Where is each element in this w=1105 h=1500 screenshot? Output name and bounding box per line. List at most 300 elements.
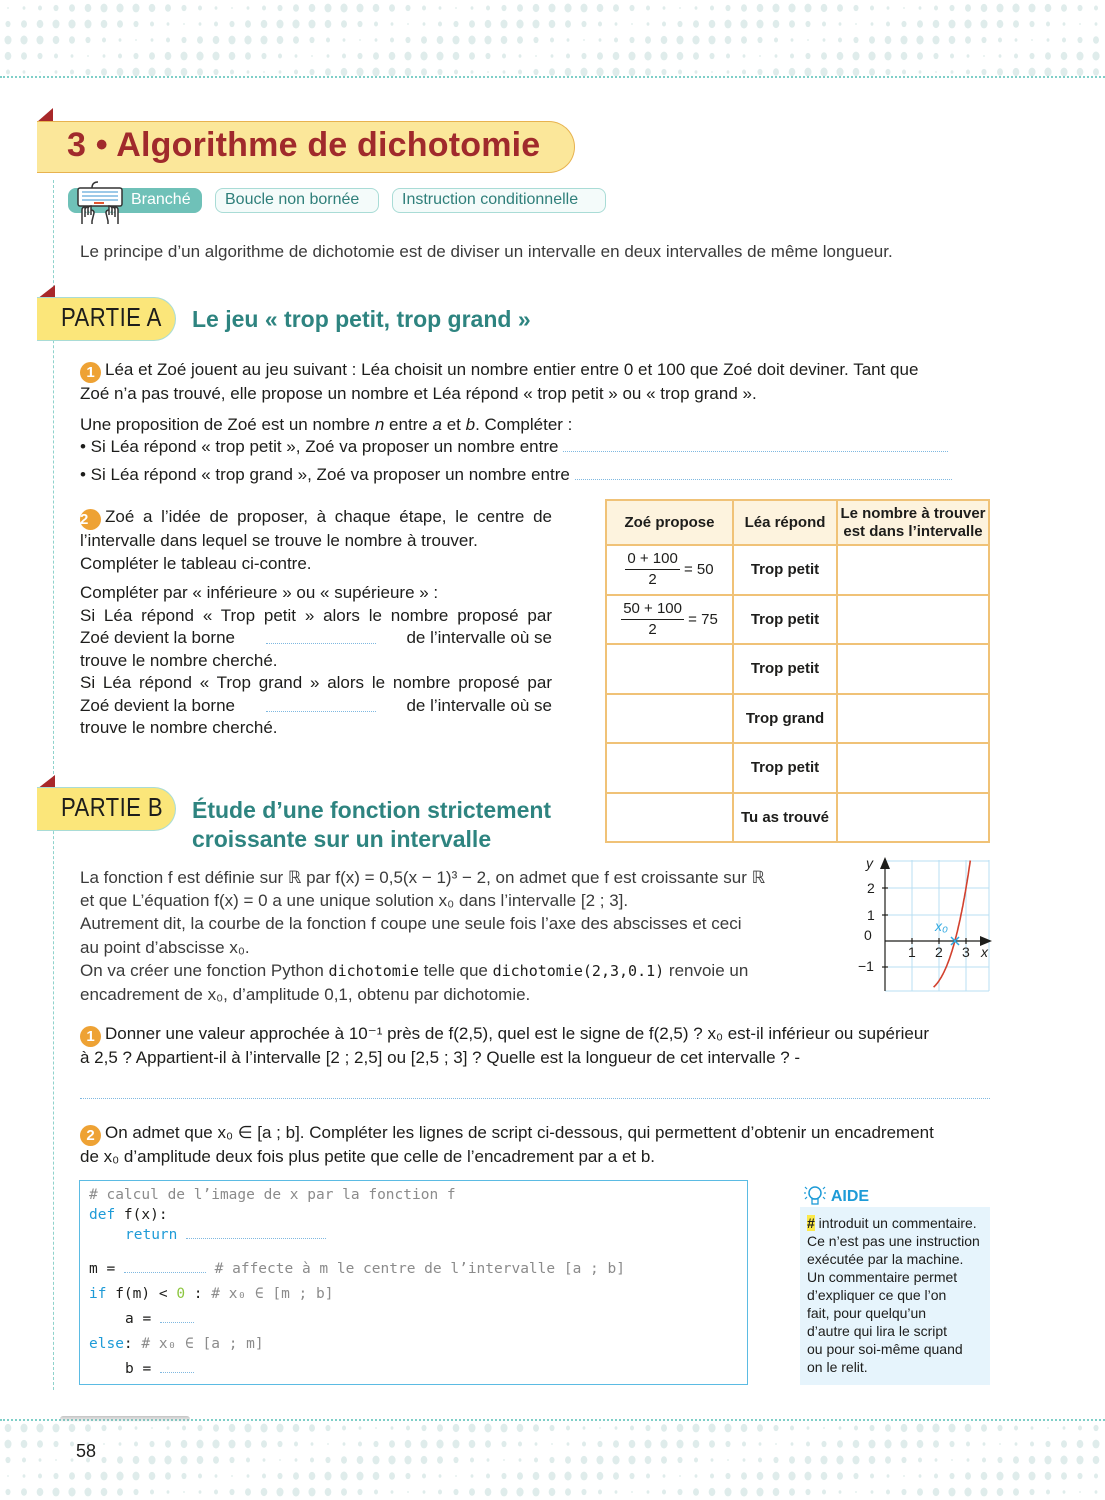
decorative-dot [453,52,460,60]
aide-text: d’expliquer ce que l’on [807,1287,947,1303]
y-tick-label: 1 [867,907,875,923]
answer-field-question-1[interactable] [80,1098,990,1099]
decorative-dot [518,69,522,74]
decorative-dot [20,36,27,45]
table-header: Le nombre à trouver est dans l’intervalle [837,500,989,545]
keyword: return [125,1227,178,1243]
decorative-dot [581,1456,588,1464]
decorative-dot [356,4,363,13]
table-row [606,793,989,843]
decorative-dot [150,1489,154,1494]
decorative-dot [1028,68,1035,76]
decorative-dot [23,70,26,74]
decorative-dot [71,1458,74,1462]
decorative-dot [1095,1490,1098,1494]
decorative-dot [725,1473,730,1479]
decorative-dot [564,1472,571,1481]
decorative-dot [836,1456,843,1465]
decorative-dot [951,70,954,74]
cell-intervalle[interactable] [837,595,989,645]
decorative-dot [615,1490,618,1494]
decorative-dot [837,52,844,60]
decorative-dot [789,68,796,76]
text-line: Autrement dit, la courbe de la fonction f coupe une seule fois l’axe des abscisses et ceci [80,914,742,934]
decorative-dot [980,1488,987,1497]
question-text: Compléter par « inférieure » ou « supérieure » : [80,583,439,602]
decorative-dot [693,1440,700,1448]
decorative-dot [21,1488,27,1495]
decorative-dot [677,1457,682,1463]
decorative-dot [965,1472,971,1479]
decorative-dot [644,1440,651,1449]
decorative-dot [887,6,890,10]
decorative-dot [820,1456,827,1465]
decorative-dot [1079,23,1081,25]
decorative-dot [503,70,506,74]
decorative-dot [85,4,92,12]
decorative-dot [1061,1440,1067,1447]
page-shadow [60,1416,190,1422]
cell-zoe-propose[interactable] [606,644,733,694]
decorative-dot [309,37,314,43]
decorative-dot [1077,68,1084,76]
decorative-dot [948,1424,955,1433]
decorative-dot [294,69,298,74]
decorative-dot [341,1488,347,1495]
decorative-dot [149,1441,154,1447]
decorative-dot [341,20,347,27]
partie-b-title-line: croissante sur un intervalle [192,826,492,852]
tag-label: Instruction conditionnelle [402,191,579,208]
decorative-dot [453,1424,460,1432]
decorative-dot [373,52,379,59]
text: renvoie un [664,960,749,980]
decorative-dot [821,1441,826,1447]
decorative-dot [535,1442,538,1446]
decorative-dot [692,1424,699,1433]
decorative-dot [181,1440,188,1448]
decorative-dot [773,20,780,28]
answer-field-borne-trop-petit[interactable] [266,643,376,644]
decorative-dot [757,69,762,75]
decorative-dot [1013,1456,1019,1463]
decorative-dot [485,1488,492,1496]
decorative-dot [55,1459,57,1461]
decorative-dot [1094,1473,1098,1478]
cell-intervalle[interactable] [837,644,989,694]
partie-b-title [192,796,551,854]
decorative-dot [391,1426,394,1430]
decorative-dot [629,1473,634,1479]
decorative-dot [101,20,108,28]
decorative-dot [870,5,874,10]
decorative-dot [164,1456,171,1465]
decorative-dot [869,36,875,43]
cell-intervalle[interactable] [837,793,989,843]
decorative-dot [820,68,827,77]
code: a = [125,1311,160,1327]
decorative-dot [886,21,890,26]
decorative-dot [357,53,362,59]
decorative-dot [37,1488,44,1496]
decorative-dot [1094,5,1098,10]
decorative-dot [1028,1472,1035,1481]
question-text: Si Léa répond « Trop grand » alors le nombre proposé par [80,673,552,692]
decorative-dot [708,36,715,45]
decorative-dot [5,21,10,27]
decorative-dot [420,52,427,61]
decorative-dot [292,20,299,29]
decorative-dot [519,54,522,58]
decorative-dot [1044,68,1051,77]
decorative-dot [533,37,538,43]
decorative-dot [629,1440,636,1448]
question-number-badge: 1 [80,1026,101,1047]
y-tick-label: −1 [858,958,874,974]
fraction-result: = 50 [684,561,714,579]
decorative-dot [789,20,795,27]
decorative-dot [421,68,427,75]
decorative-dot [885,1456,891,1463]
intro-text: Le principe d’un algorithme de dichotomie est de diviser un intervalle en deux intervalles de même longueur. [80,242,893,261]
decorative-dot [213,1456,219,1463]
decorative-dot [661,1424,667,1431]
decorative-dot [1031,39,1033,41]
decorative-dot [453,1457,458,1463]
decorative-dot [773,68,779,75]
decorative-dot [727,70,730,74]
decorative-dot [902,69,906,74]
decorative-dot [967,1458,970,1462]
cell-zoe-propose[interactable] [606,694,733,744]
decorative-dot [645,68,651,75]
aide-text: fait, pour quelqu’un [807,1305,927,1321]
decorative-dot [804,4,811,13]
decorative-dot [85,1424,91,1431]
decorative-dot [965,4,971,11]
decorative-dot [741,36,747,43]
aide-heading [803,1183,869,1207]
decorative-dot [486,1473,490,1478]
decorative-dot [806,1441,810,1446]
answer-field-trop-petit[interactable] [563,451,948,452]
decorative-dot [996,1472,1003,1481]
decorative-dot [372,68,379,77]
decorative-dot [549,1425,554,1431]
decorative-dot [198,1473,202,1478]
decorative-dot [935,1458,938,1462]
decorative-dot [788,1472,795,1481]
decorative-dot [404,52,411,61]
decorative-dot [901,1424,908,1432]
decorative-dot [613,1472,619,1479]
decorative-dot [149,1472,156,1480]
decorative-dot [84,20,91,29]
decorative-dot [181,68,188,76]
decorative-dot [294,1441,298,1446]
decorative-dot [36,36,43,45]
decorative-dot [182,1425,186,1430]
decorative-dot [308,20,315,29]
decorative-dot [103,1443,105,1445]
decorative-dot [101,1425,106,1431]
decorative-dot [22,1457,26,1462]
decorative-dot [917,20,923,27]
decorative-dot [837,4,843,11]
decorative-dot [229,1457,234,1463]
decorative-dot [742,1441,746,1446]
table-header: Zoé propose [606,500,733,545]
y-axis-label: y [866,855,873,871]
keyword: def [89,1207,116,1223]
decorative-dot [4,36,11,45]
decorative-dot [439,6,442,10]
decorative-dot [567,1442,570,1446]
code: b = [125,1361,160,1377]
decorative-dot [135,1426,138,1430]
decorative-dot [951,1459,953,1461]
decorative-dot [357,21,362,27]
decorative-dot [741,1472,747,1479]
decorative-dot [692,36,699,45]
decorative-dot [1045,4,1052,12]
decorative-dot [868,52,875,61]
decorative-dot [932,36,939,45]
decorative-dot [549,1457,554,1463]
decorative-dot [580,4,587,13]
game-table [605,499,990,843]
hash-symbol: # [807,1215,815,1231]
decorative-dot [471,70,474,74]
decorative-dot [598,1489,602,1494]
decorative-dot [935,71,937,73]
decorative-dot [132,1472,139,1481]
decorative-dot [52,1488,59,1497]
decorative-dot [933,20,940,28]
decorative-dot [757,4,764,12]
decorative-dot [1031,1426,1034,1430]
decorative-dot [133,53,138,59]
decorative-dot [484,1424,491,1433]
decorative-dot [709,53,714,59]
decorative-dot [1060,1456,1067,1465]
decorative-dot [20,1424,27,1433]
decorative-dot [327,54,330,58]
decorative-dot [615,1426,618,1430]
decorative-dot [709,20,716,28]
decorative-dot [597,4,604,12]
decorative-dot [261,1488,268,1496]
decorative-dot [599,38,602,42]
decorative-dot [486,5,490,10]
decorative-dot [919,6,922,10]
question-number-badge: 2 [80,509,101,530]
decorative-dot [822,21,826,26]
decorative-dot [613,1440,619,1447]
decorative-dot [789,1488,795,1495]
decorative-dot [566,53,570,58]
decorative-dot [965,1424,972,1432]
decorative-dot [548,1472,555,1481]
decorative-dot [599,1427,601,1429]
lightbulb-icon [803,1183,827,1207]
decorative-dot [885,1424,891,1431]
question-text [80,414,995,437]
decorative-dot [695,70,698,74]
question-number-badge: 1 [80,362,101,383]
decorative-dot [245,52,251,59]
decorative-dot [309,4,316,12]
decorative-dot [277,1473,282,1479]
text-line: encadrement de x₀, d’amplitude 0,1, obtenu par dichotomie. [80,985,531,1005]
answer-field-trop-grand[interactable] [575,479,952,480]
decorative-dot [965,36,971,43]
decorative-dot [710,5,714,10]
code-blank-b[interactable] [160,1372,194,1373]
decorative-dot [629,37,634,43]
decorative-dot [805,1489,810,1495]
cell-zoe-propose[interactable] [606,545,733,595]
decorative-dot [964,20,971,29]
decorative-dot [277,5,282,11]
decorative-dot [454,69,458,74]
decorative-dot [1047,1427,1049,1429]
decorative-dot [343,38,346,42]
decorative-dot [502,53,506,58]
decorative-dot [997,1488,1004,1496]
decorative-dot [1076,1456,1083,1465]
decorative-dot [645,1425,650,1431]
decorative-dot [135,39,137,41]
decorative-dot [277,1441,282,1447]
cell-zoe-propose[interactable] [606,743,733,793]
question-text: l’intervalle dans lequel se trouve le nombre à trouver. [80,531,478,550]
decorative-dot [580,1472,587,1481]
decorative-dot [999,1443,1001,1445]
decorative-dot [646,5,650,10]
partie-a-title: Le jeu « trop petit, trop grand » [192,306,531,332]
decorative-dot [981,1424,987,1431]
partie-a-label: PARTIE A [61,302,162,332]
decorative-dot [853,68,860,76]
decorative-dot [613,52,620,60]
decorative-dot [549,68,555,75]
decorative-dot [405,1473,410,1479]
cell-intervalle[interactable] [837,743,989,793]
decorative-dot [422,1473,426,1478]
fraction-result: = 75 [688,610,718,628]
decorative-dot [181,5,186,11]
cell-intervalle[interactable] [837,545,989,595]
decorative-dot [68,1488,75,1497]
decorative-dot [773,1425,778,1431]
decorative-dot [438,21,442,26]
decorative-dot [837,1472,843,1479]
decorative-dot [711,1458,714,1462]
decorative-dot [535,55,537,57]
decorative-dot [311,1442,314,1446]
decorative-dot [324,4,331,13]
decorative-dot [165,1440,171,1447]
decorative-dot [982,1457,986,1462]
decorative-dot [583,1426,586,1430]
decorative-dot [628,1456,635,1465]
decorative-dot [887,1474,890,1478]
partie-b-label: PARTIE B [61,792,164,822]
decorative-dot [437,69,442,75]
decorative-dot [341,68,348,76]
decorative-dot [452,36,459,45]
decorative-dot [581,21,586,27]
function-graph [855,855,995,995]
code-blank-m[interactable] [124,1272,206,1273]
decorative-dot [580,68,587,76]
decorative-dot [375,38,378,42]
decorative-dot [295,54,298,58]
page-title: 3 • Algorithme de dichotomie [67,126,541,164]
decorative-dot [149,4,156,12]
decorative-dot [261,53,266,59]
decorative-dot [823,38,826,42]
decorative-dot [453,21,458,27]
decorative-dot [551,1443,553,1445]
decorative-dot [966,69,970,74]
decorative-dot [805,53,810,59]
decorative-dot [117,1456,123,1463]
decorative-dot [981,1472,988,1480]
decorative-dot [661,36,668,44]
decorative-dot [359,1426,362,1430]
decorative-dot [278,53,282,58]
decorative-dot [693,1488,699,1495]
answer-field-borne-trop-grand[interactable] [266,711,376,712]
cell-zoe-propose[interactable] [606,793,733,843]
decorative-dot [855,23,857,25]
code-line: # calcul de l’image de x par la fonction f [89,1187,456,1203]
decorative-dot [1030,1441,1034,1446]
decorative-dot [423,22,426,26]
decorative-dot [405,37,410,43]
decorative-dot [807,1426,810,1430]
code-blank-a[interactable] [160,1322,194,1323]
decorative-dot [1093,1456,1100,1464]
decorative-dot [981,37,986,43]
decorative-dot [660,1440,667,1449]
decorative-dot [1093,68,1099,75]
decorative-dot [997,20,1004,28]
code-blank-return[interactable] [186,1238,326,1239]
cell-zoe-propose[interactable] [606,595,733,645]
decorative-dot [485,20,492,28]
cell-intervalle[interactable] [837,694,989,744]
decorative-dot [855,1491,857,1493]
decorative-dot [597,1472,604,1480]
text: Zoé devient la borne [80,628,235,647]
decorative-dot [870,1473,874,1478]
decorative-dot [212,1440,219,1449]
decorative-dot [501,5,506,11]
decorative-dot [388,68,395,76]
decorative-dot [69,1424,76,1432]
decorative-dot [151,38,154,42]
decorative-dot [679,7,681,9]
decorative-dot [39,1458,42,1462]
decorative-dot [389,52,396,60]
decorative-dot [661,1456,667,1463]
decorative-dot [1045,1472,1052,1480]
decorative-dot [437,1456,443,1463]
text: de l’intervalle où se [406,628,552,647]
